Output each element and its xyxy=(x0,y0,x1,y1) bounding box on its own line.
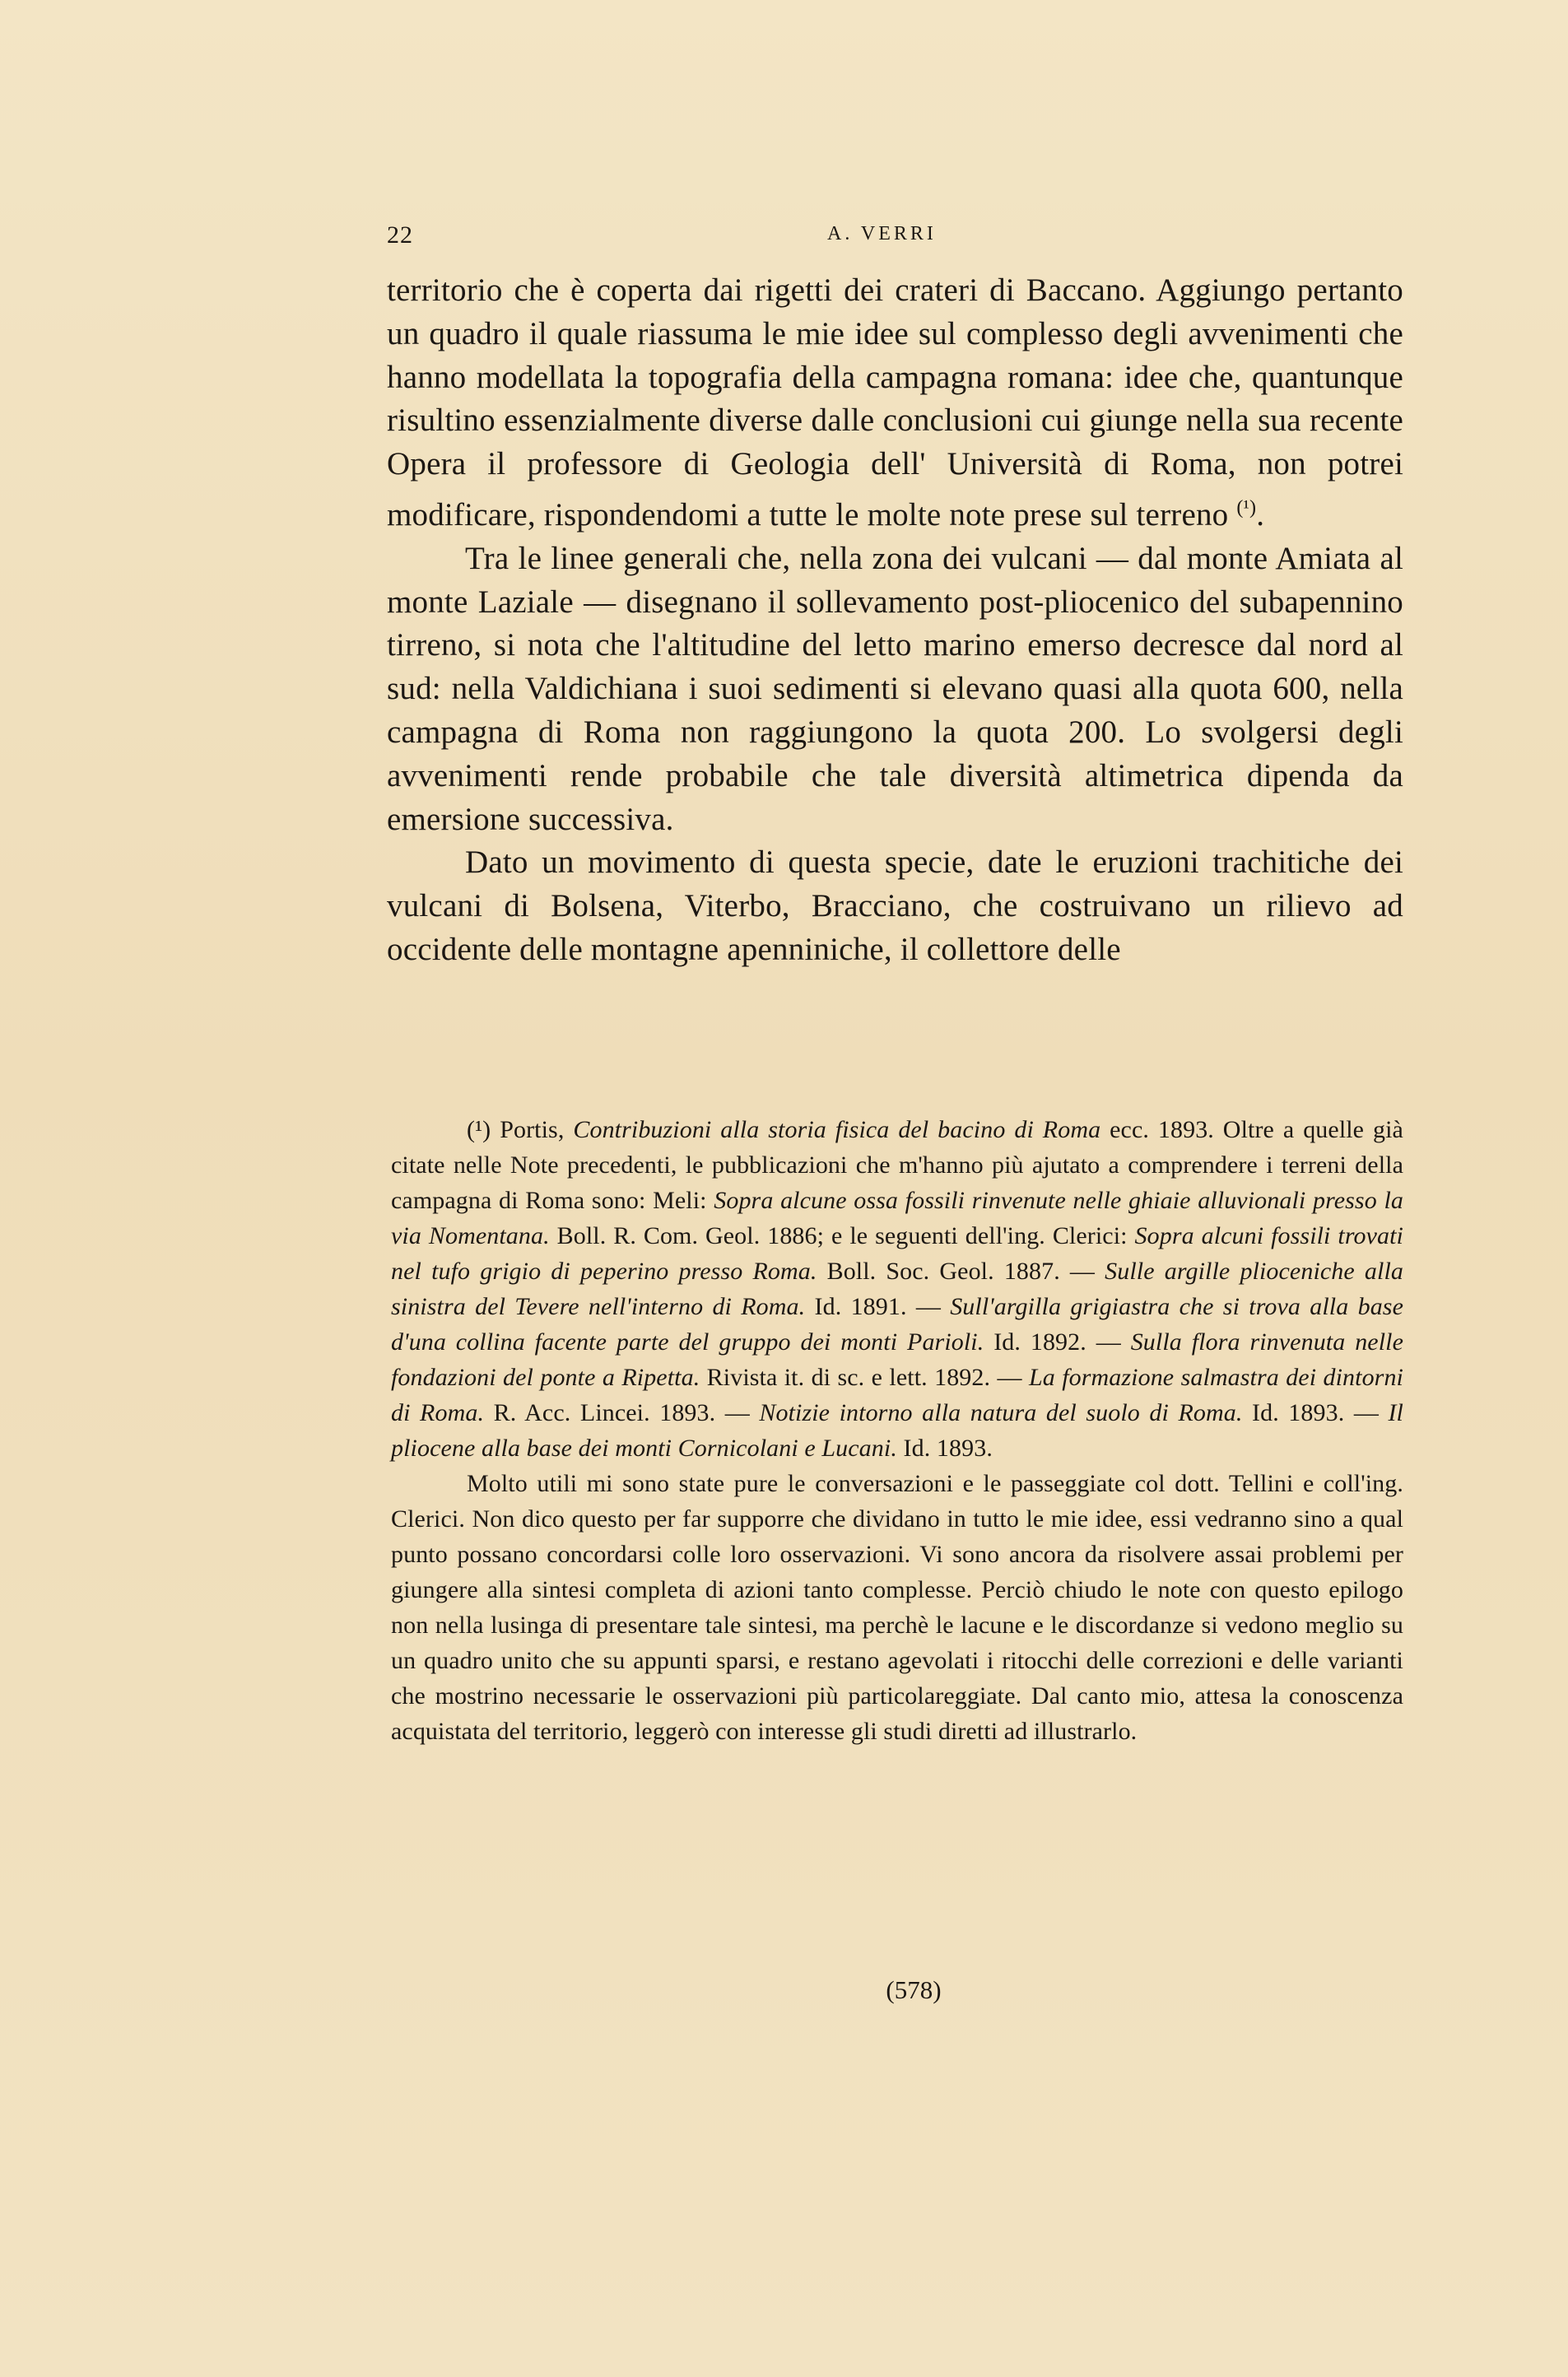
main-paragraph: Dato un movimento di questa specie, date le eruzioni trachitiche dei vulcani di Bolsena, Viterbo, Bracciano, che costruivano un rilievo ad occidente delle montagne apenniniche, il collettore delle xyxy=(387,844,1403,967)
cited-title: Sull'argilla grigiastra che si trova alla base d'una collina facente parte del gruppo dei monti Parioli. xyxy=(391,1293,1403,1356)
citation-text: Id. 1891. — xyxy=(814,1293,941,1320)
cited-author: Portis, xyxy=(500,1116,565,1143)
citation-text: Id. 1893. xyxy=(903,1435,993,1462)
citation-text: Id. 1893. — xyxy=(1252,1399,1379,1426)
cited-title: Sopra alcune ossa fossili rinvenute nelle ghiaie alluvionali presso la via Nomentana. xyxy=(391,1187,1403,1249)
page-number: 22 xyxy=(387,221,413,249)
footnote-marker: (¹) xyxy=(467,1116,491,1143)
footnote-paragraph: Molto utili mi sono state pure le conversazioni e le passeggiate col dott. Tellini e coll'ing. Clerici. Non dico questo per far supporre che dividano in tutto le mie idee, essi vedranno sino a qual punto possano concordarsi colle loro osservazioni. Vi sono ancora da risolvere assai problemi per giungere alla sintesi completa di azioni tanto complesse. Perciò chiudo le note con questo epilogo non nella lusinga di presentare tale sintesi, ma perchè le lacune e le discordanze si vedono meglio su un quadro unito che su appunti sparsi, e restano agevolati i ritocchi delle correzioni e delle varianti che mostrino necessarie le osservazioni più particolareggiate. Dal canto mio, attesa la conoscenza acquistata del territorio, leggerò con interesse gli studi diretti ad illustrarlo. xyxy=(391,1470,1403,1745)
citation-text: ecc. 1893. Oltre a quelle già citate nelle Note precedenti, le pubblicazioni che m'hanno più ajutato a comprendere i terreni della campagna di Roma sono: Meli: xyxy=(391,1116,1403,1214)
main-paragraph xyxy=(387,269,1403,537)
footnotes xyxy=(391,1112,1403,1749)
cited-title: Sopra alcuni fossili trovati nel tufo grigio di peperino presso Roma. xyxy=(391,1222,1403,1285)
citation-text: Boll. Soc. Geol. 1887. — xyxy=(826,1258,1096,1285)
running-head-author: A. VERRI xyxy=(827,223,937,244)
footnote-paragraph xyxy=(391,1112,1403,1466)
cited-title: Il pliocene alla base dei monti Cornicolani e Lucani. xyxy=(391,1399,1403,1462)
cited-title: Sulle argille plioceniche alla sinistra del Tevere nell'interno di Roma. xyxy=(391,1258,1404,1320)
main-paragraph-text: territorio che è coperta dai rigetti dei crateri di Baccano. Aggiungo pertanto un quadro il quale riassuma le mie idee sul complesso degli avvenimenti che hanno modellata la topografia della campagna romana: idee che, quantunque risultino essenzialmente diverse dalle conclusioni cui giunge nella sua recente Opera il professore di Geologia dell' Università di Roma, non potrei modificare, rispondendomi a tutte le molte note prese sul terreno xyxy=(387,272,1403,533)
citation-text: R. Acc. Lincei. 1893. — xyxy=(493,1399,750,1426)
main-body-text xyxy=(387,269,1403,972)
footnote-reference: (¹) xyxy=(1236,495,1257,519)
cited-title: La formazione salmastra dei dintorni di Roma. xyxy=(391,1364,1403,1426)
main-paragraph: Tra le linee generali che, nella zona dei vulcani — dal monte Amiata al monte Laziale — disegnano il sollevamento post-pliocenico del subapennino tirreno, si nota che l'altitudine del letto marino emerso decresce dal nord al sud: nella Valdichiana i suoi sedimenti si elevano quasi alla quota 600, nella campagna di Roma non raggiungono la quota 200. Lo svolgersi degli avvenimenti rende probabile che tale diversità altimetrica dipenda da emersione successiva. xyxy=(387,540,1403,837)
cited-title: Sulla flora rinvenuta nelle fondazioni del ponte a Ripetta. xyxy=(391,1328,1403,1391)
page-footer-code: (578) xyxy=(886,1975,942,2004)
page-header xyxy=(387,218,1395,267)
citation-text: Boll. R. Com. Geol. 1886; e le seguenti dell'ing. Clerici: xyxy=(556,1222,1128,1249)
cited-title: Notizie intorno alla natura del suolo di Roma. xyxy=(759,1399,1243,1426)
cited-title: Contribuzioni alla storia fisica del bacino di Roma xyxy=(573,1116,1101,1143)
sentence-period: . xyxy=(1256,496,1265,533)
citation-text: Rivista it. di sc. e lett. 1892. — xyxy=(706,1364,1022,1391)
citation-text: Id. 1892. — xyxy=(993,1328,1121,1356)
